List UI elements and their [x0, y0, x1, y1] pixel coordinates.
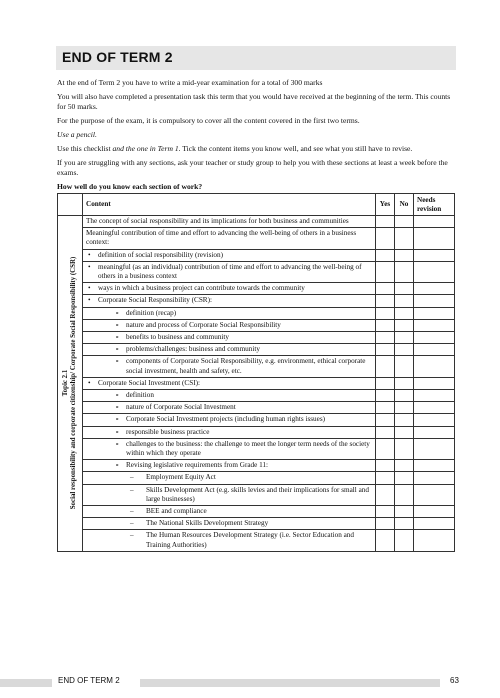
table-row [58, 438, 455, 459]
topic-side-label-cell [58, 216, 83, 552]
title-banner [56, 46, 456, 70]
no-checkbox-cell[interactable] [395, 402, 414, 414]
page-title: END OF TERM 2 [62, 49, 173, 65]
footer-bar-right [140, 679, 440, 687]
content-item-text: ∘ Revising legislative requirements from Grade 11: [86, 461, 372, 470]
needs-revision-checkbox-cell[interactable] [414, 356, 455, 377]
yes-checkbox-cell[interactable] [376, 472, 395, 484]
content-cell [83, 356, 376, 377]
content-cell [83, 319, 376, 331]
yes-checkbox-cell[interactable] [376, 390, 395, 402]
no-checkbox-cell[interactable] [395, 438, 414, 459]
topic-title: Social responsibility and corporate citizenship/ Corporate Social Responsibility (CSR) [70, 257, 77, 510]
footer-title: END OF TERM 2 [58, 676, 120, 685]
no-checkbox-cell[interactable] [395, 283, 414, 295]
yes-checkbox-cell[interactable] [376, 414, 395, 426]
table-row [58, 377, 455, 389]
content-cell [83, 283, 376, 295]
intro-paragraph-3: For the purpose of the exam, it is compulsory to cover all the content covered in the first two terms. [57, 116, 360, 125]
table-row [58, 484, 455, 505]
table-row [58, 216, 455, 228]
content-item-text: ∘ nature of Corporate Social Investment [86, 403, 372, 412]
intro-section [57, 78, 457, 196]
content-item-text: • meaningful (as an individual) contribution of time and effort to advancing the well-being of others in a business context [86, 263, 372, 281]
content-cell [83, 518, 376, 530]
intro-paragraph-1: At the end of Term 2 you have to write a mid-year examination for a total of 300 marks [57, 78, 323, 87]
header-side-blank [58, 194, 83, 216]
content-item-text: ∘ problems/challenges: business and community [86, 345, 372, 354]
topic-number: Topic 2.1 [62, 370, 69, 397]
needs-revision-checkbox-cell[interactable] [414, 249, 455, 261]
yes-checkbox-cell[interactable] [376, 484, 395, 505]
intro-paragraph-6: If you are struggling with any sections, ask your teacher or study group to help you with these sections at least a week before the exams. [57, 158, 448, 177]
table-row [58, 402, 455, 414]
no-checkbox-cell[interactable] [395, 506, 414, 518]
intro-paragraph-4: Use a pencil. [57, 130, 97, 139]
yes-checkbox-cell[interactable] [376, 426, 395, 438]
content-cell [83, 402, 376, 414]
yes-checkbox-cell[interactable] [376, 319, 395, 331]
table-row [58, 319, 455, 331]
no-checkbox-cell[interactable] [395, 249, 414, 261]
no-checkbox-cell[interactable] [395, 344, 414, 356]
no-checkbox-cell[interactable] [395, 356, 414, 377]
content-item-text: • Corporate Social Responsibility (CSR): [86, 296, 372, 305]
intro-p5-italic: and the one in Term 1 [112, 144, 179, 153]
needs-revision-checkbox-cell[interactable] [414, 472, 455, 484]
needs-revision-checkbox-cell[interactable] [414, 530, 455, 551]
content-item-text: ∘ Corporate Social Investment projects (including human rights issues) [86, 415, 372, 424]
yes-checkbox-cell[interactable] [376, 295, 395, 307]
content-cell [83, 506, 376, 518]
content-item-text: ∘ definition (recap) [86, 309, 372, 318]
needs-revision-checkbox-cell[interactable] [414, 518, 455, 530]
needs-revision-checkbox-cell[interactable] [414, 295, 455, 307]
content-cell [83, 390, 376, 402]
content-item-text: • definition of social responsibility (revision) [86, 251, 372, 260]
content-cell [83, 332, 376, 344]
content-item-text: ∘ responsible business practice [86, 428, 372, 437]
yes-checkbox-cell[interactable] [376, 216, 395, 228]
table-row [58, 414, 455, 426]
table-header-row [58, 194, 455, 216]
page-footer [0, 676, 500, 689]
content-item-text: – BEE and compliance [86, 507, 372, 516]
yes-checkbox-cell[interactable] [376, 344, 395, 356]
yes-checkbox-cell[interactable] [376, 402, 395, 414]
yes-checkbox-cell[interactable] [376, 228, 395, 249]
intro-paragraph-5 [57, 144, 457, 154]
topic-side-label [62, 257, 78, 510]
yes-checkbox-cell[interactable] [376, 307, 395, 319]
checklist-question: How well do you know each section of work? [57, 182, 203, 191]
content-cell [83, 414, 376, 426]
content-cell [83, 460, 376, 472]
needs-revision-checkbox-cell[interactable] [414, 261, 455, 282]
no-checkbox-cell[interactable] [395, 426, 414, 438]
no-checkbox-cell[interactable] [395, 332, 414, 344]
page-number: 63 [450, 676, 459, 685]
content-item-text: ∘ nature and process of Corporate Social Responsibility [86, 321, 372, 330]
content-item-text: ∘ definition [86, 391, 372, 400]
content-cell [83, 530, 376, 551]
content-item-text: – The Human Resources Development Strategy (i.e. Sector Education and Training Authorities) [86, 531, 372, 549]
content-cell [83, 472, 376, 484]
content-item-text: – Skills Development Act (e.g. skills levies and their implications for small and large businesses) [86, 486, 372, 504]
yes-checkbox-cell[interactable] [376, 377, 395, 389]
content-item-text: ∘ components of Corporate Social Responsibility, e.g. environment, ethical corporate social investment, health and safety, etc. [86, 357, 372, 375]
yes-checkbox-cell[interactable] [376, 438, 395, 459]
needs-revision-checkbox-cell[interactable] [414, 414, 455, 426]
table-row [58, 356, 455, 377]
table-row [58, 295, 455, 307]
revision-checklist-table [57, 193, 455, 552]
yes-checkbox-cell[interactable] [376, 249, 395, 261]
intro-paragraph-2: You will also have completed a presentation task this term that you would have received at the beginning of the term. This counts for 50 marks. [57, 92, 451, 111]
no-checkbox-cell[interactable] [395, 261, 414, 282]
needs-revision-checkbox-cell[interactable] [414, 332, 455, 344]
table-row [58, 332, 455, 344]
no-checkbox-cell[interactable] [395, 460, 414, 472]
content-cell [83, 344, 376, 356]
no-checkbox-cell[interactable] [395, 390, 414, 402]
table-row [58, 460, 455, 472]
table-row [58, 307, 455, 319]
content-item-text: Meaningful contribution of time and effort to advancing the well-being of others in a business context: [86, 229, 357, 247]
needs-revision-checkbox-cell[interactable] [414, 216, 455, 228]
intro-p5-start: Use this checklist [57, 144, 113, 153]
header-content: Content [83, 194, 376, 216]
content-cell [83, 377, 376, 389]
no-checkbox-cell[interactable] [395, 228, 414, 249]
yes-checkbox-cell[interactable] [376, 332, 395, 344]
table-row [58, 518, 455, 530]
needs-revision-checkbox-cell[interactable] [414, 344, 455, 356]
table-row [58, 261, 455, 282]
no-checkbox-cell[interactable] [395, 414, 414, 426]
needs-revision-checkbox-cell[interactable] [414, 460, 455, 472]
table-row [58, 228, 455, 249]
content-cell [83, 295, 376, 307]
yes-checkbox-cell[interactable] [376, 530, 395, 551]
table-row [58, 283, 455, 295]
yes-checkbox-cell[interactable] [376, 261, 395, 282]
yes-checkbox-cell[interactable] [376, 460, 395, 472]
intro-p5-end: . Tick the content items you know well, and see what you still have to revise. [178, 144, 413, 153]
needs-revision-checkbox-cell[interactable] [414, 438, 455, 459]
no-checkbox-cell[interactable] [395, 216, 414, 228]
content-cell [83, 261, 376, 282]
needs-revision-checkbox-cell[interactable] [414, 426, 455, 438]
no-checkbox-cell[interactable] [395, 377, 414, 389]
table-row [58, 249, 455, 261]
no-checkbox-cell[interactable] [395, 319, 414, 331]
needs-revision-checkbox-cell[interactable] [414, 402, 455, 414]
no-checkbox-cell[interactable] [395, 295, 414, 307]
content-item-text: – Employment Equity Act [86, 473, 372, 482]
content-cell [83, 307, 376, 319]
content-item-text: • Corporate Social Investment (CSI): [86, 379, 372, 388]
checklist-body [58, 216, 455, 552]
content-item-text: – The National Skills Development Strategy [86, 519, 372, 528]
content-cell [83, 438, 376, 459]
table-row [58, 506, 455, 518]
content-cell [83, 228, 376, 249]
no-checkbox-cell[interactable] [395, 530, 414, 551]
yes-checkbox-cell[interactable] [376, 283, 395, 295]
content-cell [83, 249, 376, 261]
content-item-text: The concept of social responsibility and its implications for both business and communities [86, 217, 349, 225]
table-row [58, 530, 455, 551]
table-row [58, 344, 455, 356]
yes-checkbox-cell[interactable] [376, 518, 395, 530]
content-cell [83, 216, 376, 228]
needs-revision-checkbox-cell[interactable] [414, 377, 455, 389]
table-row [58, 390, 455, 402]
header-needs-revision: Needs revision [414, 194, 455, 216]
table-row [58, 472, 455, 484]
needs-revision-checkbox-cell[interactable] [414, 283, 455, 295]
needs-revision-checkbox-cell[interactable] [414, 484, 455, 505]
needs-revision-checkbox-cell[interactable] [414, 390, 455, 402]
needs-revision-checkbox-cell[interactable] [414, 307, 455, 319]
yes-checkbox-cell[interactable] [376, 506, 395, 518]
header-yes: Yes [376, 194, 395, 216]
table-row [58, 426, 455, 438]
yes-checkbox-cell[interactable] [376, 356, 395, 377]
content-item-text: ∘ benefits to business and community [86, 333, 372, 342]
content-item-text: ∘ challenges to the business: the challenge to meet the longer term needs of the society within which they operate [86, 440, 372, 458]
footer-bar-left [0, 679, 52, 687]
content-cell [83, 484, 376, 505]
needs-revision-checkbox-cell[interactable] [414, 319, 455, 331]
no-checkbox-cell[interactable] [395, 307, 414, 319]
content-cell [83, 426, 376, 438]
no-checkbox-cell[interactable] [395, 518, 414, 530]
no-checkbox-cell[interactable] [395, 472, 414, 484]
header-no: No [395, 194, 414, 216]
needs-revision-checkbox-cell[interactable] [414, 506, 455, 518]
content-item-text: • ways in which a business project can contribute towards the community [86, 284, 372, 293]
needs-revision-checkbox-cell[interactable] [414, 228, 455, 249]
no-checkbox-cell[interactable] [395, 484, 414, 505]
